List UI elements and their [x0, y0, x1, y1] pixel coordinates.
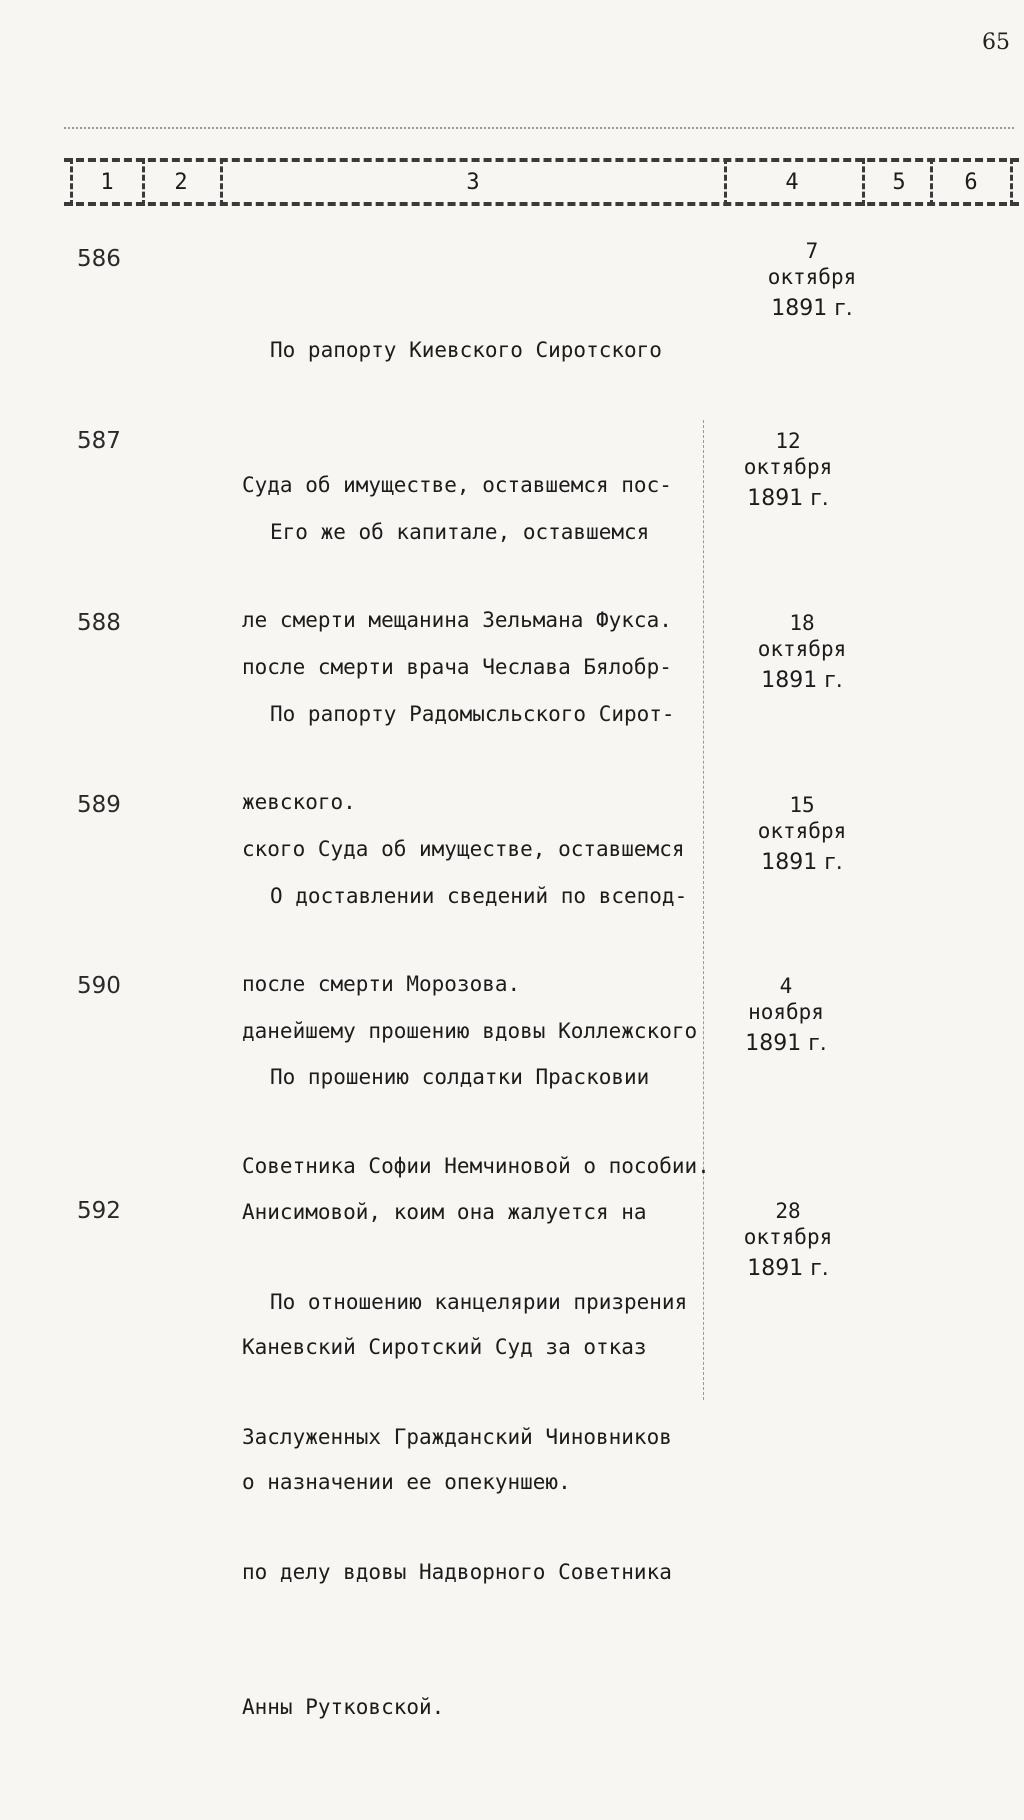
description-line: ле смерти мещанина Зельмана Фукса. — [242, 608, 672, 632]
date-month: октября — [757, 637, 847, 661]
column-header-2: 2 — [174, 169, 188, 195]
description-line: после смерти врача Чеслава Бялобр- — [242, 655, 672, 679]
column-header-3: 3 — [466, 169, 480, 195]
column-separator — [220, 158, 223, 206]
column-header-5: 5 — [892, 169, 906, 195]
date-day: 15 — [789, 793, 815, 817]
description-line: после смерти Морозова. — [242, 972, 521, 996]
dotted-rule — [64, 127, 1014, 129]
column-separator — [862, 158, 865, 206]
entry-number: 589 — [77, 792, 121, 818]
description-line: жевского. — [242, 790, 356, 814]
date-month: октября — [743, 1225, 833, 1249]
page-number: 65 — [982, 30, 1010, 55]
description-line: По прошению солдатки Прасковии — [270, 1065, 650, 1089]
description-line: По отношению канцелярии призрения — [270, 1290, 688, 1314]
date-month: октября — [767, 265, 857, 289]
entry-number: 587 — [77, 428, 121, 454]
description-line: О доставлении сведений по всепод- — [270, 884, 688, 908]
entry-number: 590 — [77, 973, 121, 999]
description-line: Каневский Сиротский Суд за отказ — [242, 1335, 647, 1359]
date-month: ноября — [748, 1000, 824, 1024]
column-header-row — [64, 158, 1019, 206]
date-day: 7 — [805, 239, 819, 263]
date-month: октября — [757, 819, 847, 843]
description-line: Анны Рутковской. — [242, 1695, 445, 1719]
column-header-1: 1 — [100, 169, 114, 195]
description-line: ского Суда об имуществе, оставшемся — [242, 837, 685, 861]
entry-number: 586 — [77, 246, 121, 272]
description-line: По рапорту Радомысльского Сирот- — [270, 702, 675, 726]
entry-date — [762, 238, 862, 322]
entry-date — [752, 792, 852, 876]
entry-number: 588 — [77, 610, 121, 636]
column-header-4: 4 — [785, 169, 799, 195]
entry-number: 592 — [77, 1198, 121, 1224]
date-year: 1891 г. — [761, 850, 843, 875]
description-line: Анисимовой, коим она жалуется на — [242, 1200, 647, 1224]
date-year: 1891 г. — [771, 296, 853, 321]
column-separator — [930, 158, 933, 206]
date-day: 28 — [775, 1199, 801, 1223]
column-separator — [70, 158, 73, 206]
description-line: по делу вдовы Надворного Советника — [242, 1560, 672, 1584]
date-day: 12 — [775, 429, 801, 453]
entry-date — [736, 973, 836, 1057]
date-year: 1891 г. — [745, 1031, 827, 1056]
entry-date — [738, 428, 838, 512]
date-day: 4 — [779, 974, 793, 998]
date-year: 1891 г. — [747, 1256, 829, 1281]
description-line: Его же об капитале, оставшемся — [270, 520, 650, 544]
description-line: данейшему прошению вдовы Коллежского — [242, 1019, 698, 1043]
date-month: октября — [743, 455, 833, 479]
description-line: Советника Софии Немчиновой о пособии. — [242, 1154, 710, 1178]
date-year: 1891 г. — [761, 668, 843, 693]
column-separator — [724, 158, 727, 206]
entry-description — [242, 1190, 762, 1820]
description-line: По рапорту Киевского Сиротского — [270, 338, 662, 362]
entry-date — [738, 1198, 838, 1282]
column-separator — [142, 158, 145, 206]
date-year: 1891 г. — [747, 486, 829, 511]
description-line: Суда об имуществе, оставшемся пос- — [242, 473, 672, 497]
entry-date — [752, 610, 852, 694]
column-header-6: 6 — [964, 169, 978, 195]
description-line: Заслуженных Гражданский Чиновников — [242, 1425, 672, 1449]
date-day: 18 — [789, 611, 815, 635]
column-separator — [1010, 158, 1013, 206]
description-line: о назначении ее опекуншею. — [242, 1470, 571, 1494]
